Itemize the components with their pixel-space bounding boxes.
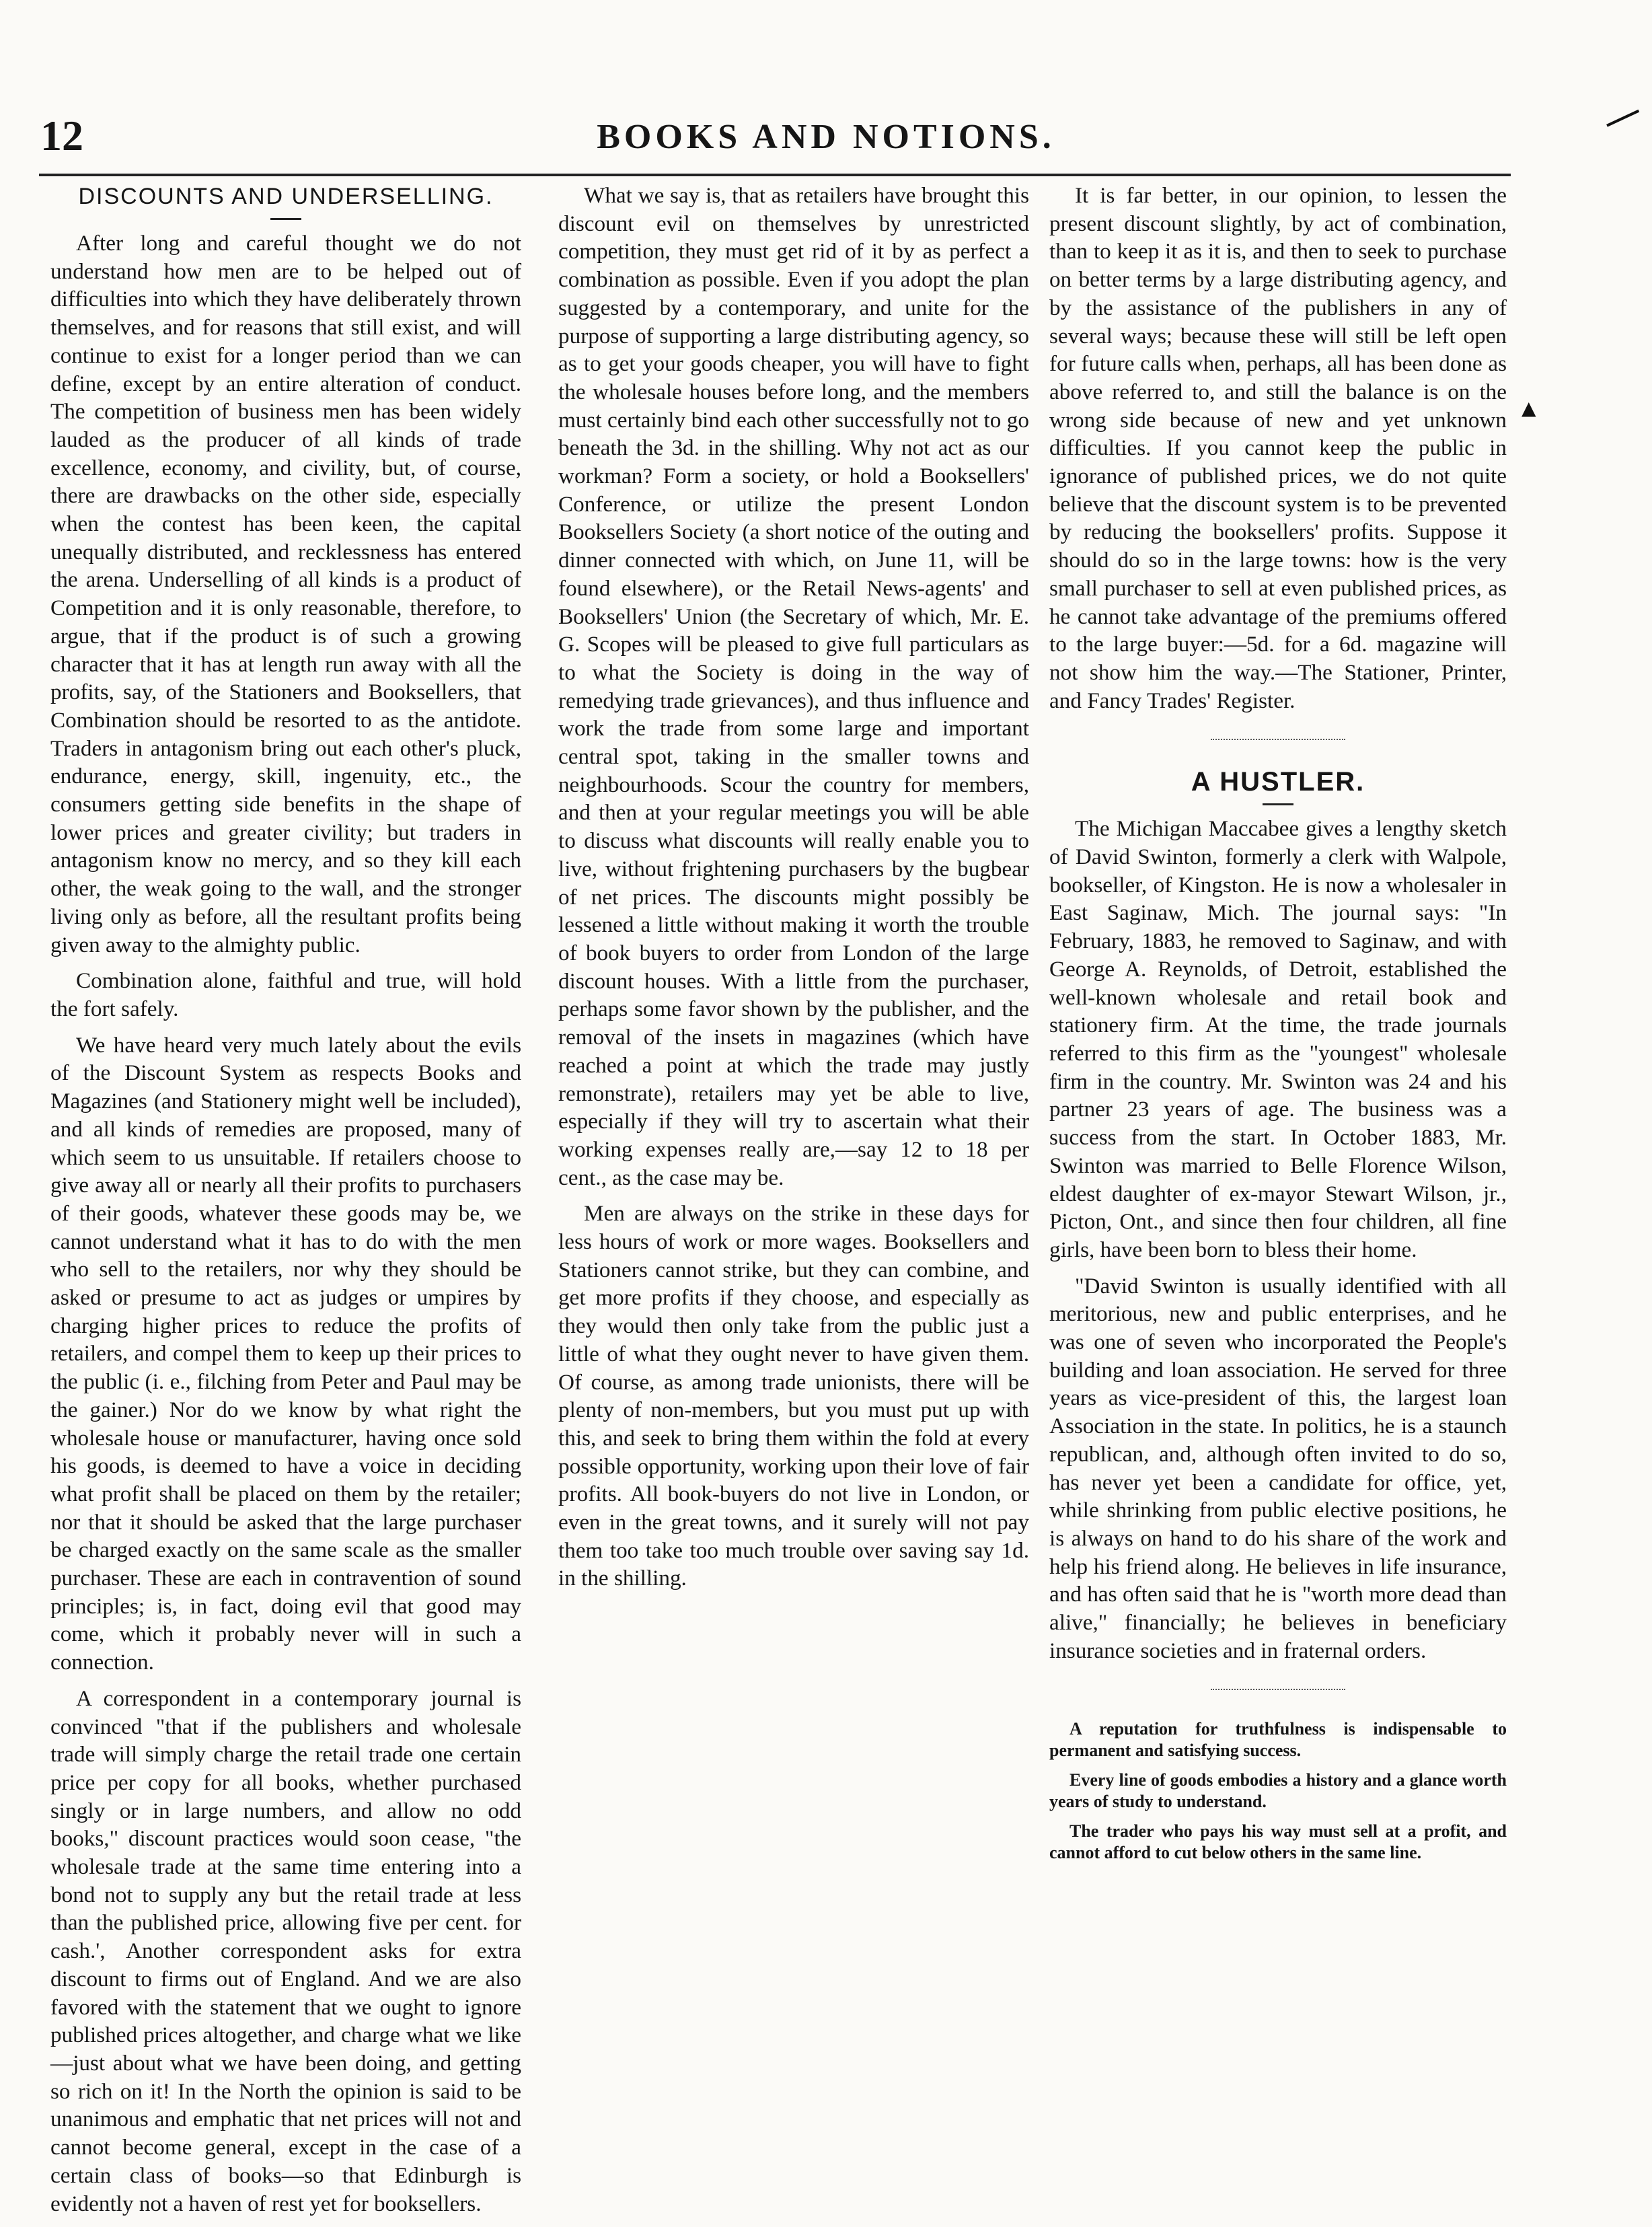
pen-stroke-mark: — <box>1594 86 1649 145</box>
paragraph: Combination alone, faithful and true, will hold the fort safely. <box>50 968 521 1021</box>
paragraph: After long and careful thought we do not understand how men are to be helped out of difficulties into which they have deliberately thrown themselves, and for reasons that still exist, and will continue to exist for a longer period than we can define, except by an entire alteration of conduct. The competition of business men has been widely lauded as the producer of all kinds of trade excellence, economy, and civility, but, of course, there are drawbacks on the other side, especially when the contest has been keen, the capital unequally distributed, and recklessness has entered the arena. Underselling of all kinds is a product of Competition and it is only reasonable, therefore, to argue, that if the product is of such a growing character that it has at length run away with all the profits, say, of the Stationers and Booksellers, that Combination should be resorted to as the antidote. Traders in antagonism bring out each other's pluck, endurance, energy, skill, ingenuity, etc., the consumers getting side benefits in the shape of lower prices and greater civility; but traders in antagonism know no mercy, and so they kill each other, the weak going to the wall, and the stronger living only as before, all the resultant profits being given away to the almighty public. <box>50 231 521 957</box>
header-rule <box>39 174 1511 176</box>
article-title-discounts: DISCOUNTS AND UNDERSELLING. <box>78 184 494 209</box>
column-3 <box>1049 182 1507 1864</box>
filler-item: A reputation for truthfulness is indispensable to permanent and satisfying success. <box>1049 1719 1507 1761</box>
arrow-mark: ▲ <box>1522 397 1536 419</box>
filler-item: The trader who pays his way must sell at a profit, and cannot afford to cut below others in the same line. <box>1049 1821 1507 1863</box>
running-head: BOOKS AND NOTIONS. <box>597 118 1055 156</box>
section-divider <box>1211 739 1345 740</box>
title-dash <box>1263 803 1293 805</box>
paragraph: "David Swinton is usually identified with all meritorious, new and public enterprises, and he was one of seven who incorporated the People's building and loan association. He served for three years as vice-president of this, the largest loan Association in the state. In politics, he is a staunch republican, and, although often invited to do so, has never yet been a candidate for office, yet, while shrinking from public elective positions, he is always on hand to do his share of the work and help his friend along. He believes in life insurance, and has often said that he is "worth more dead than alive," financially; he believes in beneficiary insurance societies and in fraternal orders. <box>1049 1273 1507 1663</box>
paragraph: It is far better, in our opinion, to lessen the present discount slightly, by act of combination, than to keep it as it is, and then to seek to purchase on better terms by a large distributing agency, and by the assistance of the publishers in any of several ways; because these will still be left open for future calls when, perhaps, all has been done as above referred to, and still the balance is on the wrong side because of new and yet unknown difficulties. If you cannot keep the public in ignorance of published prices, we do not quite believe that the discount system is to be prevented by reducing the booksellers' profits. Suppose it should do so in the large towns: how is the very small purchaser to sell at even published prices, as he cannot take advantage of the premiums offered to the large buyer:—5d. for a 6d. magazine will not show him the way.—The Stationer, Printer, and Fancy Trades' Register. <box>1049 183 1507 713</box>
filler-item: Every line of goods embodies a history and a glance worth years of study to understand. <box>1049 1770 1507 1812</box>
column-2 <box>558 182 1029 1593</box>
column-1 <box>50 182 521 2218</box>
section-divider <box>1211 1689 1345 1690</box>
paragraph: What we say is, that as retailers have brought this discount evil on themselves by unrestricted competition, they must get rid of it by as perfect a combination as possible. Even if you adopt the plan suggested by a contemporary, and unite for the purpose of supporting a large distributing agency, so as to get your goods cheaper, you will have to fight the wholesale houses before long, and the members must certainly bind each other successfully not to go beneath the 3d. in the shilling. Why not act as our workman? Form a society, or hold a Booksellers' Conference, or utilize the present London Booksellers Society (a short notice of the outing and dinner connected with which, on June 11, will be found elsewhere), or the Retail News-agents' and Booksellers' Union (the Secretary of which, Mr. E. G. Scopes will be pleased to give full particulars as to what the Society is doing in the way of remedying trade grievances), and thus influence and work the trade from some large and important central spot, taking in the smaller towns and neighbourhoods. Scour the country for members, and then at your regular meetings you will be able to discuss what discounts will really enable you to live, without frightening purchasers by the bugbear of net prices. The discounts might possibly be lessened a little without making it worth the trouble of book buyers to order from London of the large discount houses. With a little from the purchaser, perhaps some favor shown by the publisher, and the removal of the insets in magazines (which have reached a point at which the trade may justly remonstrate), retailers may yet be able to live, especially if they will try to ascertain what their working expenses really are,—say 12 to 18 per cent., as the case may be. <box>558 183 1029 1190</box>
article-title-hustler: A HUSTLER. <box>1191 767 1365 797</box>
paragraph: Men are always on the strike in these days for less hours of work or more wages. Booksellers and Stationers cannot strike, but they can combine, and get more profits if they choose, and especially as they would then only take from the public just a little of what they ought never to have given them. Of course, as among trade unionists, there will be plenty of non-members, but you must put up with this, and seek to bring them within the fold at every possible opportunity, working upon their love of fair profits. All book-buyers do not live in London, or even in the great towns, and it surely will not pay them too take too much trouble over saving say 1d. in the shilling. <box>558 1201 1029 1591</box>
page-number: 12 <box>40 112 83 159</box>
paragraph: A correspondent in a contemporary journal is convinced "that if the publishers and wholesale trade will simply charge the retail trade one certain price per copy for all books, whether purchased singly or in large numbers, and allow no odd books," discount practices would soon cease, "the wholesale trade at the same time entering into a bond not to supply any but the retail trade at less than the published price, allowing five per cent. for cash.', Another correspondent asks for extra discount to firms out of England. And we are also favored with the statement that we ought to ignore published prices altogether, and charge what we like—just about what we have been doing, and getting so rich on it! In the North the opinion is said to be unanimous and emphatic that net prices will not and cannot become general, except in the case of a certain class of books—so that Edinburgh is evidently not a haven of rest yet for booksellers. <box>50 1685 521 2216</box>
filler-items <box>1049 1718 1507 1864</box>
title-dash <box>270 218 301 220</box>
paragraph: We have heard very much lately about the evils of the Discount System as respects Books and Magazines (and Stationery might well be included), and all kinds of remedies are proposed, many of which seem to us unsuitable. If retailers choose to give away all or nearly all their profits to purchasers of their goods, whatever these goods may be, we cannot understand what it has to do with the men who sell to the retailers, nor why they should be asked or presume to act as judges or umpires by charging higher prices to reduce the profits of retailers, and compel them to keep up their prices to the public (i. e., filching from Peter and Paul may be the gainer.) Nor do we know by what right the wholesale house or manufacturer, having once sold his goods, is deemed to have a voice in deciding what profit shall be placed on them by the retailer; nor that it should be asked that the large purchaser be charged exactly on the same scale as the smaller purchaser. These are each in contravention of sound principles; is, in fact, doing evil that good may come, which it probably never will in such a connection. <box>50 1032 521 1675</box>
paragraph: The Michigan Maccabee gives a lengthy sketch of David Swinton, formerly a clerk with Walpole, bookseller, of Kingston. He is now a wholesaler in East Saginaw, Mich. The journal says: "In February, 1883, he removed to Saginaw, and with George A. Reynolds, of Detroit, established the well-known wholesale and retail book and stationery firm. At the time, the trade journals referred to this firm as the "youngest" wholesale firm in the country. Mr. Swinton was 24 and his partner 23 years of age. The business was a success from the start. In October 1883, Mr. Swinton was married to Belle Florence Wilson, eldest daughter of ex-mayor Stewart Wilson, jr., Picton, Ont., and since then four children, all fine girls, have been born to bless their home. <box>1049 816 1507 1262</box>
